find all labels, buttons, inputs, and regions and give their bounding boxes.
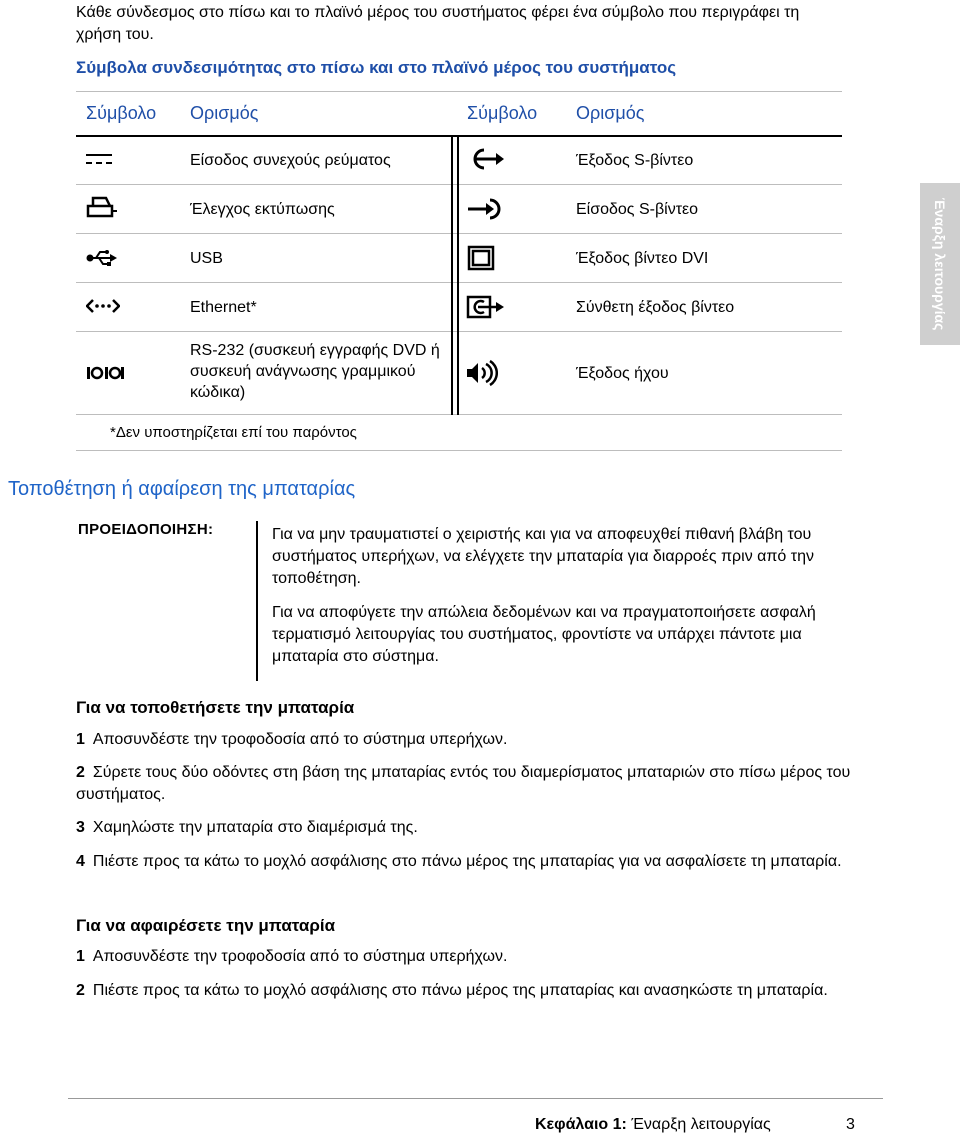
right-label-s-video-out: Έξοδος S-βίντεο — [576, 152, 694, 169]
usb-icon — [86, 248, 118, 268]
step-text: Αποσυνδέστε την τροφοδοσία από το σύστημα υπερήχων. — [92, 948, 508, 965]
header-symbol-right: Σύμβολο — [467, 103, 538, 123]
footer-chapter-number: Κεφάλαιο 1: — [535, 1116, 627, 1133]
right-label-s-video-in: Είσοδος S-βίντεο — [576, 201, 699, 218]
footer-chapter-title: Έναρξη λειτουργίας — [631, 1116, 771, 1133]
footer-chapter — [535, 1116, 771, 1134]
install-step — [76, 762, 866, 806]
step-text: Σύρετε τους δύο οδόντες στη βάση της μπαταρίας εντός του διαμερίσματος μπαταριών στο πίσω μέρος του συστήματος. — [76, 764, 851, 803]
audio-out-icon — [466, 359, 498, 387]
footnote-rule — [76, 450, 842, 451]
remove-title: Για να αφαιρέσετε την μπαταρία — [76, 916, 336, 935]
install-title: Για να τοποθετήσετε την μπαταρία — [76, 698, 355, 717]
rs232-icon — [86, 365, 124, 381]
warning-bar — [256, 521, 258, 681]
step-number: 1 — [76, 731, 85, 748]
warning-paragraph-1: Για να μην τραυματιστεί ο χειριστής και για να αποφευχθεί πιθανή βλάβη του συστήματος υπερήχων, να ελέγχετε την μπαταρία για διαρροές πριν από την τοποθέτηση. — [272, 526, 814, 587]
left-label-dc: Είσοδος συνεχούς ρεύματος — [190, 152, 391, 169]
dvi-out-icon — [467, 245, 495, 271]
step-text: Αποσυνδέστε την τροφοδοσία από το σύστημα υπερήχων. — [92, 731, 508, 748]
install-step — [76, 851, 866, 873]
table-title: Σύμβολα συνδεσιμότητας στο πίσω και στο πλαϊνό μέρος του συστήματος — [76, 58, 677, 77]
table-column-divider — [451, 137, 453, 415]
right-label-composite: Σύνθετη έξοδος βίντεο — [576, 299, 735, 316]
step-number: 2 — [76, 764, 85, 781]
install-step — [76, 817, 866, 839]
table-column-divider — [457, 137, 459, 415]
table-row-rule — [76, 233, 842, 234]
warning-label: ΠΡΟΕΙΔΟΠΟΙΗΣΗ: — [78, 521, 214, 538]
table-row-rule — [76, 331, 842, 332]
step-number: 3 — [76, 819, 85, 836]
header-definition-left: Ορισμός — [190, 103, 259, 123]
ethernet-icon — [86, 297, 120, 315]
header-symbol-left: Σύμβολο — [86, 103, 157, 123]
install-step — [76, 729, 866, 751]
left-label-ethernet: Ethernet* — [190, 299, 257, 316]
left-label-rs232: RS-232 (συσκευή εγγραφής DVD ή συσκευή ανάγνωσης γραμμικού κώδικα) — [190, 342, 440, 401]
side-tab-label: Έναρξη λειτουργίας — [932, 197, 948, 331]
s-video-in-icon — [466, 196, 506, 222]
table-header-rule — [76, 135, 842, 137]
table-bottom-rule — [76, 414, 842, 415]
header-definition-right: Ορισμός — [576, 103, 645, 123]
right-label-dvi: Έξοδος βίντεο DVI — [576, 250, 709, 267]
table-row-rule — [76, 184, 842, 185]
print-control-icon — [86, 196, 118, 220]
side-tab — [920, 183, 960, 345]
table-row-rule — [76, 282, 842, 283]
table-footnote: *Δεν υποστηρίζεται επί του παρόντος — [110, 424, 357, 441]
right-label-audio: Έξοδος ήχου — [576, 365, 669, 382]
step-text: Πιέστε προς τα κάτω το μοχλό ασφάλισης στο πάνω μέρος της μπαταρίας και ανασηκώστε τη μπαταρία. — [92, 982, 828, 999]
step-number: 2 — [76, 982, 85, 999]
section-title: Τοποθέτηση ή αφαίρεση της μπαταρίας — [8, 478, 356, 500]
page-number: 3 — [846, 1116, 855, 1133]
left-label-usb: USB — [190, 250, 223, 267]
footer-rule — [68, 1098, 883, 1099]
intro-text: Κάθε σύνδεσμος στο πίσω και το πλαϊνό μέρος του συστήματος φέρει ένα σύμβολο που περιγράφει τη χρήση του. — [76, 4, 800, 43]
table-top-rule — [76, 91, 842, 92]
remove-step — [76, 946, 866, 968]
step-text: Χαμηλώστε την μπαταρία στο διαμέρισμά της. — [92, 819, 418, 836]
step-number: 1 — [76, 948, 85, 965]
composite-video-out-icon — [466, 294, 506, 320]
remove-step — [76, 980, 866, 1002]
s-video-out-icon — [466, 146, 506, 172]
dc-input-icon — [86, 150, 114, 168]
left-label-print: Έλεγχος εκτύπωσης — [190, 201, 335, 218]
step-text: Πιέστε προς τα κάτω το μοχλό ασφάλισης στο πάνω μέρος της μπαταρίας για να ασφαλίσετε τη μπαταρία. — [92, 853, 842, 870]
step-number: 4 — [76, 853, 85, 870]
warning-paragraph-2: Για να αποφύγετε την απώλεια δεδομένων και να πραγματοποιήσετε ασφαλή τερματισμό λειτουργίας του συστήματος, φροντίστε να υπάρχει πάντοτε μια μπαταρία στο σύστημα. — [272, 604, 816, 665]
